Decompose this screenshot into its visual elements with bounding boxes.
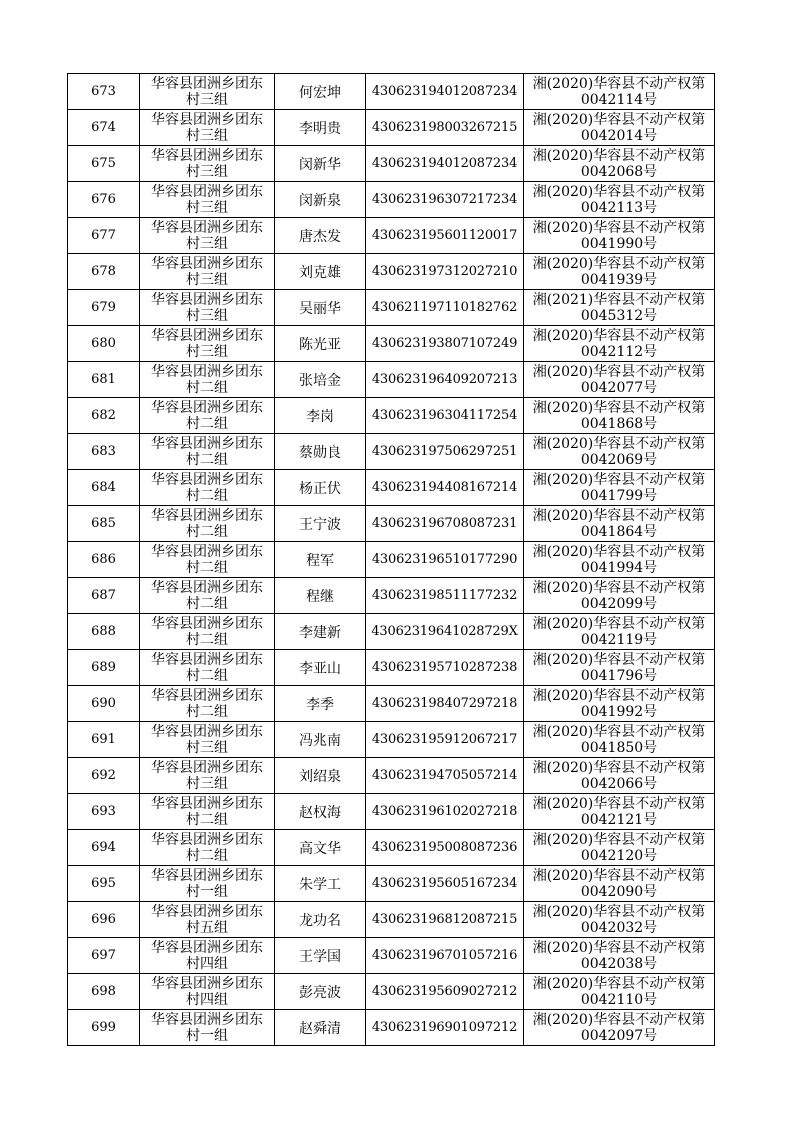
- certificate-cell: [524, 470, 715, 506]
- id-number: 430623195912067217: [366, 722, 524, 758]
- certificate-cell: [524, 290, 715, 326]
- table-row: [68, 182, 715, 218]
- address-line-1: 华容县团洲乡团东: [151, 831, 263, 848]
- id-number: 430623198407297218: [366, 686, 524, 722]
- table-row: [68, 218, 715, 254]
- id-number: 430623194408167214: [366, 470, 524, 506]
- address-line-1: 华容县团洲乡团东: [151, 759, 263, 776]
- address-cell: [140, 794, 275, 830]
- table-row: [68, 326, 715, 362]
- address-line-1: 华容县团洲乡团东: [151, 579, 263, 596]
- certificate-line-2: 0042038号: [580, 955, 658, 972]
- address-cell: [140, 110, 275, 146]
- table-row: [68, 290, 715, 326]
- certificate-line-1: 湘(2020)华容县不动产权第: [532, 615, 706, 632]
- certificate-cell: [524, 182, 715, 218]
- row-number: 690: [68, 686, 140, 722]
- address-cell: [140, 1010, 275, 1046]
- table-row: [68, 974, 715, 1010]
- certificate-cell: [524, 1010, 715, 1046]
- address-line-1: 华容县团洲乡团东: [151, 363, 263, 380]
- certificate-line-1: 湘(2020)华容县不动产权第: [532, 903, 706, 920]
- registry-table: [67, 73, 715, 1046]
- certificate-line-2: 0041799号: [580, 487, 658, 504]
- id-number: 430623198511177232: [366, 578, 524, 614]
- row-number: 679: [68, 290, 140, 326]
- id-number: 430623194012087234: [366, 146, 524, 182]
- row-number: 685: [68, 506, 140, 542]
- row-number: 683: [68, 434, 140, 470]
- id-number: 430623196102027218: [366, 794, 524, 830]
- certificate-line-2: 0041796号: [580, 667, 658, 684]
- address-line-2: 村二组: [186, 847, 228, 864]
- certificate-line-2: 0041850号: [580, 739, 658, 756]
- address-line-2: 村三组: [186, 775, 228, 792]
- certificate-line-2: 0042032号: [580, 919, 658, 936]
- address-cell: [140, 974, 275, 1010]
- address-cell: [140, 506, 275, 542]
- certificate-cell: [524, 722, 715, 758]
- owner-name: 李季: [275, 686, 366, 722]
- id-number: 430623194705057214: [366, 758, 524, 794]
- owner-name: 蔡勋良: [275, 434, 366, 470]
- certificate-cell: [524, 506, 715, 542]
- row-number: 692: [68, 758, 140, 794]
- address-line-2: 村二组: [186, 595, 228, 612]
- address-cell: [140, 146, 275, 182]
- certificate-cell: [524, 398, 715, 434]
- certificate-line-1: 湘(2020)华容县不动产权第: [532, 471, 706, 488]
- address-line-2: 村二组: [186, 559, 228, 576]
- row-number: 678: [68, 254, 140, 290]
- id-number: 430623195710287238: [366, 650, 524, 686]
- owner-name: 王宁波: [275, 506, 366, 542]
- address-line-1: 华容县团洲乡团东: [151, 327, 263, 344]
- owner-name: 李亚山: [275, 650, 366, 686]
- table-row: [68, 938, 715, 974]
- address-line-2: 村三组: [186, 739, 228, 756]
- id-number: 430623195601120017: [366, 218, 524, 254]
- address-cell: [140, 290, 275, 326]
- row-number: 697: [68, 938, 140, 974]
- address-line-2: 村三组: [186, 163, 228, 180]
- address-line-2: 村二组: [186, 487, 228, 504]
- address-line-2: 村一组: [186, 883, 228, 900]
- address-line-1: 华容县团洲乡团东: [151, 975, 263, 992]
- address-cell: [140, 218, 275, 254]
- certificate-line-1: 湘(2020)华容县不动产权第: [532, 939, 706, 956]
- id-number: 430623194012087234: [366, 74, 524, 110]
- certificate-line-1: 湘(2020)华容县不动产权第: [532, 759, 706, 776]
- certificate-cell: [524, 758, 715, 794]
- address-line-2: 村三组: [186, 271, 228, 288]
- certificate-line-2: 0042120号: [580, 847, 658, 864]
- address-cell: [140, 470, 275, 506]
- table-row: [68, 74, 715, 110]
- id-number: 430621197110182762: [366, 290, 524, 326]
- table-row: [68, 542, 715, 578]
- owner-name: 何宏坤: [275, 74, 366, 110]
- id-number: 430623198003267215: [366, 110, 524, 146]
- address-line-1: 华容县团洲乡团东: [151, 867, 263, 884]
- table-row: [68, 866, 715, 902]
- certificate-line-2: 0041939号: [580, 271, 658, 288]
- certificate-line-2: 0042077号: [580, 379, 658, 396]
- certificate-cell: [524, 614, 715, 650]
- certificate-line-2: 0041990号: [580, 235, 658, 252]
- id-number: 430623196708087231: [366, 506, 524, 542]
- table-row: [68, 722, 715, 758]
- id-number: 430623196510177290: [366, 542, 524, 578]
- owner-name: 朱学工: [275, 866, 366, 902]
- owner-name: 唐杰发: [275, 218, 366, 254]
- certificate-line-1: 湘(2020)华容县不动产权第: [532, 399, 706, 416]
- owner-name: 闵新泉: [275, 182, 366, 218]
- row-number: 689: [68, 650, 140, 686]
- address-line-2: 村二组: [186, 703, 228, 720]
- address-line-2: 村二组: [186, 451, 228, 468]
- address-cell: [140, 758, 275, 794]
- row-number: 695: [68, 866, 140, 902]
- address-line-2: 村三组: [186, 307, 228, 324]
- owner-name: 吴丽华: [275, 290, 366, 326]
- table-row: [68, 398, 715, 434]
- address-cell: [140, 938, 275, 974]
- table-row: [68, 1010, 715, 1046]
- address-line-2: 村三组: [186, 199, 228, 216]
- certificate-line-2: 0042099号: [580, 595, 658, 612]
- certificate-line-2: 0042069号: [580, 451, 658, 468]
- address-line-1: 华容县团洲乡团东: [151, 543, 263, 560]
- row-number: 698: [68, 974, 140, 1010]
- certificate-cell: [524, 578, 715, 614]
- address-line-2: 村一组: [186, 1027, 228, 1044]
- owner-name: 李建新: [275, 614, 366, 650]
- certificate-line-1: 湘(2020)华容县不动产权第: [532, 687, 706, 704]
- id-number: 430623193807107249: [366, 326, 524, 362]
- id-number: 430623195609027212: [366, 974, 524, 1010]
- address-line-1: 华容县团洲乡团东: [151, 615, 263, 632]
- certificate-line-1: 湘(2020)华容县不动产权第: [532, 651, 706, 668]
- table-row: [68, 686, 715, 722]
- address-line-2: 村三组: [186, 91, 228, 108]
- owner-name: 彭亮波: [275, 974, 366, 1010]
- id-number: 430623195605167234: [366, 866, 524, 902]
- certificate-cell: [524, 542, 715, 578]
- owner-name: 赵权海: [275, 794, 366, 830]
- address-cell: [140, 74, 275, 110]
- owner-name: 陈光亚: [275, 326, 366, 362]
- table-row: [68, 110, 715, 146]
- address-line-2: 村二组: [186, 811, 228, 828]
- address-line-1: 华容县团洲乡团东: [151, 435, 263, 452]
- registry-table-body: [68, 74, 715, 1046]
- address-cell: [140, 722, 275, 758]
- certificate-line-2: 0045312号: [580, 307, 658, 324]
- table-row: [68, 146, 715, 182]
- certificate-line-2: 0042119号: [580, 631, 658, 648]
- certificate-cell: [524, 434, 715, 470]
- owner-name: 赵舜清: [275, 1010, 366, 1046]
- row-number: 693: [68, 794, 140, 830]
- address-line-2: 村四组: [186, 991, 228, 1008]
- certificate-line-1: 湘(2020)华容县不动产权第: [532, 507, 706, 524]
- row-number: 694: [68, 830, 140, 866]
- address-line-1: 华容县团洲乡团东: [151, 75, 263, 92]
- row-number: 675: [68, 146, 140, 182]
- certificate-cell: [524, 650, 715, 686]
- certificate-cell: [524, 830, 715, 866]
- address-cell: [140, 182, 275, 218]
- table-row: [68, 434, 715, 470]
- table-row: [68, 578, 715, 614]
- row-number: 674: [68, 110, 140, 146]
- certificate-line-1: 湘(2020)华容县不动产权第: [532, 975, 706, 992]
- certificate-line-1: 湘(2020)华容县不动产权第: [532, 543, 706, 560]
- certificate-cell: [524, 794, 715, 830]
- certificate-line-1: 湘(2020)华容县不动产权第: [532, 255, 706, 272]
- certificate-line-1: 湘(2020)华容县不动产权第: [532, 183, 706, 200]
- address-line-2: 村三组: [186, 235, 228, 252]
- certificate-line-2: 0042068号: [580, 163, 658, 180]
- id-number: 430623197506297251: [366, 434, 524, 470]
- id-number: 430623196701057216: [366, 938, 524, 974]
- certificate-cell: [524, 326, 715, 362]
- certificate-line-2: 0042110号: [580, 991, 658, 1008]
- address-line-1: 华容县团洲乡团东: [151, 939, 263, 956]
- id-number: 430623196409207213: [366, 362, 524, 398]
- certificate-cell: [524, 254, 715, 290]
- address-cell: [140, 434, 275, 470]
- row-number: 696: [68, 902, 140, 938]
- owner-name: 张培金: [275, 362, 366, 398]
- id-number: 430623197312027210: [366, 254, 524, 290]
- certificate-cell: [524, 902, 715, 938]
- owner-name: 闵新华: [275, 146, 366, 182]
- certificate-cell: [524, 74, 715, 110]
- address-cell: [140, 578, 275, 614]
- certificate-line-2: 0041864号: [580, 523, 658, 540]
- certificate-line-2: 0042014号: [580, 127, 658, 144]
- certificate-line-2: 0042113号: [580, 199, 658, 216]
- certificate-line-2: 0042112号: [580, 343, 658, 360]
- address-line-1: 华容县团洲乡团东: [151, 183, 263, 200]
- address-line-1: 华容县团洲乡团东: [151, 723, 263, 740]
- certificate-cell: [524, 686, 715, 722]
- row-number: 686: [68, 542, 140, 578]
- certificate-line-2: 0042114号: [580, 91, 658, 108]
- owner-name: 高文华: [275, 830, 366, 866]
- address-line-1: 华容县团洲乡团东: [151, 507, 263, 524]
- certificate-line-1: 湘(2020)华容县不动产权第: [532, 75, 706, 92]
- owner-name: 刘绍泉: [275, 758, 366, 794]
- owner-name: 程军: [275, 542, 366, 578]
- certificate-cell: [524, 218, 715, 254]
- address-cell: [140, 686, 275, 722]
- certificate-line-1: 湘(2020)华容县不动产权第: [532, 327, 706, 344]
- certificate-line-1: 湘(2020)华容县不动产权第: [532, 795, 706, 812]
- row-number: 673: [68, 74, 140, 110]
- address-cell: [140, 650, 275, 686]
- row-number: 676: [68, 182, 140, 218]
- certificate-line-1: 湘(2020)华容县不动产权第: [532, 831, 706, 848]
- address-cell: [140, 362, 275, 398]
- certificate-cell: [524, 362, 715, 398]
- owner-name: 李明贵: [275, 110, 366, 146]
- table-row: [68, 362, 715, 398]
- id-number: 43062319641028729X: [366, 614, 524, 650]
- address-cell: [140, 542, 275, 578]
- certificate-line-2: 0042097号: [580, 1027, 658, 1044]
- certificate-cell: [524, 110, 715, 146]
- address-line-1: 华容县团洲乡团东: [151, 1011, 263, 1028]
- id-number: 430623196307217234: [366, 182, 524, 218]
- certificate-line-1: 湘(2020)华容县不动产权第: [532, 111, 706, 128]
- certificate-line-1: 湘(2020)华容县不动产权第: [532, 219, 706, 236]
- address-line-1: 华容县团洲乡团东: [151, 219, 263, 236]
- certificate-line-2: 0041992号: [580, 703, 658, 720]
- address-cell: [140, 614, 275, 650]
- certificate-line-2: 0042090号: [580, 883, 658, 900]
- address-cell: [140, 830, 275, 866]
- table-row: [68, 758, 715, 794]
- certificate-cell: [524, 866, 715, 902]
- address-line-2: 村二组: [186, 667, 228, 684]
- certificate-line-1: 湘(2020)华容县不动产权第: [532, 1011, 706, 1028]
- table-row: [68, 902, 715, 938]
- certificate-line-2: 0041994号: [580, 559, 658, 576]
- certificate-cell: [524, 938, 715, 974]
- address-cell: [140, 326, 275, 362]
- address-line-1: 华容县团洲乡团东: [151, 651, 263, 668]
- address-line-2: 村三组: [186, 127, 228, 144]
- address-line-2: 村二组: [186, 415, 228, 432]
- address-line-1: 华容县团洲乡团东: [151, 399, 263, 416]
- certificate-line-2: 0042121号: [580, 811, 658, 828]
- table-row: [68, 794, 715, 830]
- address-line-1: 华容县团洲乡团东: [151, 291, 263, 308]
- certificate-line-1: 湘(2020)华容县不动产权第: [532, 363, 706, 380]
- id-number: 430623196901097212: [366, 1010, 524, 1046]
- address-cell: [140, 254, 275, 290]
- address-line-1: 华容县团洲乡团东: [151, 255, 263, 272]
- id-number: 430623196304117254: [366, 398, 524, 434]
- address-line-2: 村二组: [186, 523, 228, 540]
- certificate-line-1: 湘(2020)华容县不动产权第: [532, 435, 706, 452]
- row-number: 684: [68, 470, 140, 506]
- table-row: [68, 830, 715, 866]
- row-number: 687: [68, 578, 140, 614]
- row-number: 681: [68, 362, 140, 398]
- certificate-cell: [524, 146, 715, 182]
- row-number: 680: [68, 326, 140, 362]
- certificate-line-1: 湘(2021)华容县不动产权第: [532, 291, 706, 308]
- address-cell: [140, 398, 275, 434]
- table-row: [68, 254, 715, 290]
- row-number: 699: [68, 1010, 140, 1046]
- address-line-2: 村二组: [186, 379, 228, 396]
- owner-name: 刘克雄: [275, 254, 366, 290]
- row-number: 682: [68, 398, 140, 434]
- row-number: 677: [68, 218, 140, 254]
- row-number: 691: [68, 722, 140, 758]
- id-number: 430623196812087215: [366, 902, 524, 938]
- owner-name: 冯兆南: [275, 722, 366, 758]
- certificate-line-1: 湘(2020)华容县不动产权第: [532, 867, 706, 884]
- address-line-2: 村三组: [186, 343, 228, 360]
- address-line-1: 华容县团洲乡团东: [151, 147, 263, 164]
- address-line-2: 村五组: [186, 919, 228, 936]
- certificate-line-2: 0042066号: [580, 775, 658, 792]
- address-line-2: 村二组: [186, 631, 228, 648]
- certificate-line-1: 湘(2020)华容县不动产权第: [532, 723, 706, 740]
- id-number: 430623195008087236: [366, 830, 524, 866]
- owner-name: 程继: [275, 578, 366, 614]
- address-line-1: 华容县团洲乡团东: [151, 903, 263, 920]
- table-row: [68, 470, 715, 506]
- owner-name: 李岗: [275, 398, 366, 434]
- certificate-cell: [524, 974, 715, 1010]
- address-line-2: 村四组: [186, 955, 228, 972]
- certificate-line-1: 湘(2020)华容县不动产权第: [532, 579, 706, 596]
- certificate-line-1: 湘(2020)华容县不动产权第: [532, 147, 706, 164]
- certificate-line-2: 0041868号: [580, 415, 658, 432]
- table-row: [68, 614, 715, 650]
- address-line-1: 华容县团洲乡团东: [151, 111, 263, 128]
- table-row: [68, 650, 715, 686]
- table-row: [68, 506, 715, 542]
- address-line-1: 华容县团洲乡团东: [151, 795, 263, 812]
- address-line-1: 华容县团洲乡团东: [151, 687, 263, 704]
- address-line-1: 华容县团洲乡团东: [151, 471, 263, 488]
- owner-name: 龙功名: [275, 902, 366, 938]
- owner-name: 王学国: [275, 938, 366, 974]
- address-cell: [140, 866, 275, 902]
- row-number: 688: [68, 614, 140, 650]
- address-cell: [140, 902, 275, 938]
- owner-name: 杨正伏: [275, 470, 366, 506]
